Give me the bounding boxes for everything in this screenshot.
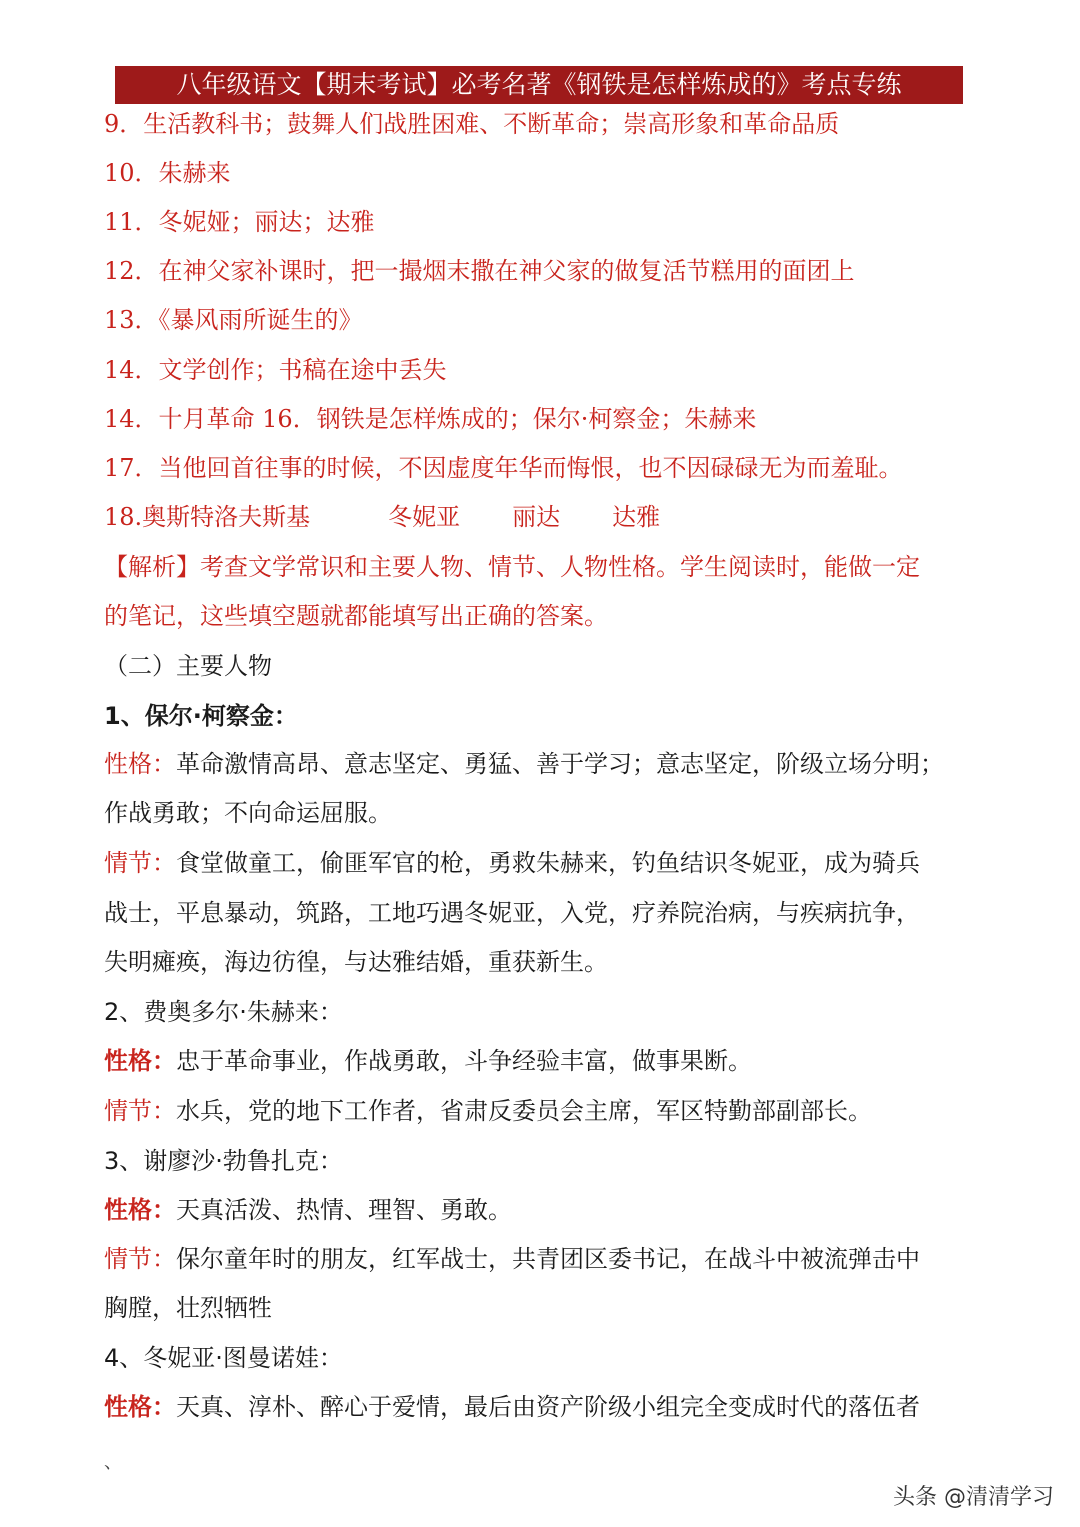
answer-18-a: 冬妮亚 [388, 503, 461, 531]
character-1-name: 1、保尔·柯察金： [104, 702, 298, 730]
character-2-name: 2、费奥多尔·朱赫来： [104, 998, 343, 1026]
document-title: 八年级语文【期末考试】必考名著《钢铁是怎样炼成的》考点专练 [115, 66, 963, 104]
character-3-personality-1: 天真活泼、热情、理智、勇敢。 [176, 1196, 512, 1224]
answer-18-prefix: 18.奥斯特洛夫斯基 [104, 503, 311, 531]
answer-17: 17．当他回首往事的时候，不因虚度年华而悔恨，也不因碌碌无为而羞耻。 [104, 454, 903, 482]
character-3-plot [104, 1243, 920, 1275]
section-heading: （二）主要人物 [104, 652, 272, 680]
personality-label: 性格： [104, 750, 176, 778]
answer-13: 13．《暴风雨所诞生的》 [104, 306, 363, 334]
plot-label: 情节： [104, 1097, 176, 1125]
character-1-plot-2: 战士，平息暴动，筑路，工地巧遇冬妮亚，入党，疗养院治病，与疾病抗争， [104, 899, 920, 927]
answer-18 [104, 501, 660, 533]
answer-10: 10．朱赫来 [104, 159, 231, 187]
character-3-personality [104, 1194, 512, 1226]
character-4-personality [104, 1391, 920, 1423]
answer-18-b: 丽达 [512, 503, 561, 531]
analysis-label: 【解析】 [104, 553, 200, 581]
personality-label: 性格： [104, 1195, 176, 1224]
character-2-plot [104, 1095, 872, 1127]
trailing-mark: 、 [104, 1452, 122, 1473]
character-1-plot-3: 失明瘫痪，海边彷徨，与达雅结婚，重获新生。 [104, 948, 608, 976]
character-1-personality [104, 748, 944, 780]
character-4-personality-1: 天真、淳朴、醉心于爱情，最后由资产阶级小组完全变成时代的落伍者 [176, 1393, 920, 1421]
character-2-personality [104, 1045, 752, 1077]
personality-label: 性格： [104, 1046, 176, 1075]
character-1-personality-1: 革命激情高昂、意志坚定、勇猛、善于学习；意志坚定，阶级立场分明； [176, 750, 944, 778]
answer-14: 14．文学创作；书稿在途中丢失 [104, 356, 447, 384]
character-1-plot [104, 847, 920, 879]
character-3-name: 3、谢廖沙·勃鲁扎克： [104, 1147, 343, 1175]
character-2-plot-1: 水兵，党的地下工作者，省肃反委员会主席，军区特勤部副部长。 [176, 1097, 872, 1125]
character-3-plot-1: 保尔童年时的朋友，红军战士，共青团区委书记，在战斗中被流弹击中 [176, 1245, 920, 1273]
answer-18-c: 达雅 [612, 503, 661, 531]
answer-14-16: 14．十月革命 16．钢铁是怎样炼成的；保尔·柯察金；朱赫来 [104, 405, 757, 433]
watermark: 头条 @清清学习 [893, 1485, 1054, 1510]
answer-12: 12．在神父家补课时，把一撮烟末撒在神父家的做复活节糕用的面团上 [104, 257, 855, 285]
character-1-plot-1: 食堂做童工，偷匪军官的枪，勇救朱赫来，钓鱼结识冬妮亚，成为骑兵 [176, 849, 920, 877]
character-3-plot-2: 胸膛，壮烈牺牲 [104, 1294, 272, 1322]
character-2-personality-1: 忠于革命事业，作战勇敢，斗争经验丰富，做事果断。 [176, 1047, 752, 1075]
plot-label: 情节： [104, 1245, 176, 1273]
character-1-personality-2: 作战勇敢；不向命运屈服。 [104, 799, 392, 827]
answer-9: 9．生活教科书；鼓舞人们战胜困难、不断革命；崇高形象和革命品质 [104, 110, 840, 138]
answer-11: 11．冬妮娅；丽达；达雅 [104, 208, 375, 236]
plot-label: 情节： [104, 849, 176, 877]
character-4-name: 4、冬妮亚·图曼诺娃： [104, 1344, 343, 1372]
analysis-line-2: 的笔记，这些填空题就都能填写出正确的答案。 [104, 602, 608, 630]
personality-label: 性格： [104, 1392, 176, 1421]
analysis-text-1: 考查文学常识和主要人物、情节、人物性格。学生阅读时，能做一定 [200, 553, 920, 581]
analysis-line-1 [104, 551, 920, 583]
